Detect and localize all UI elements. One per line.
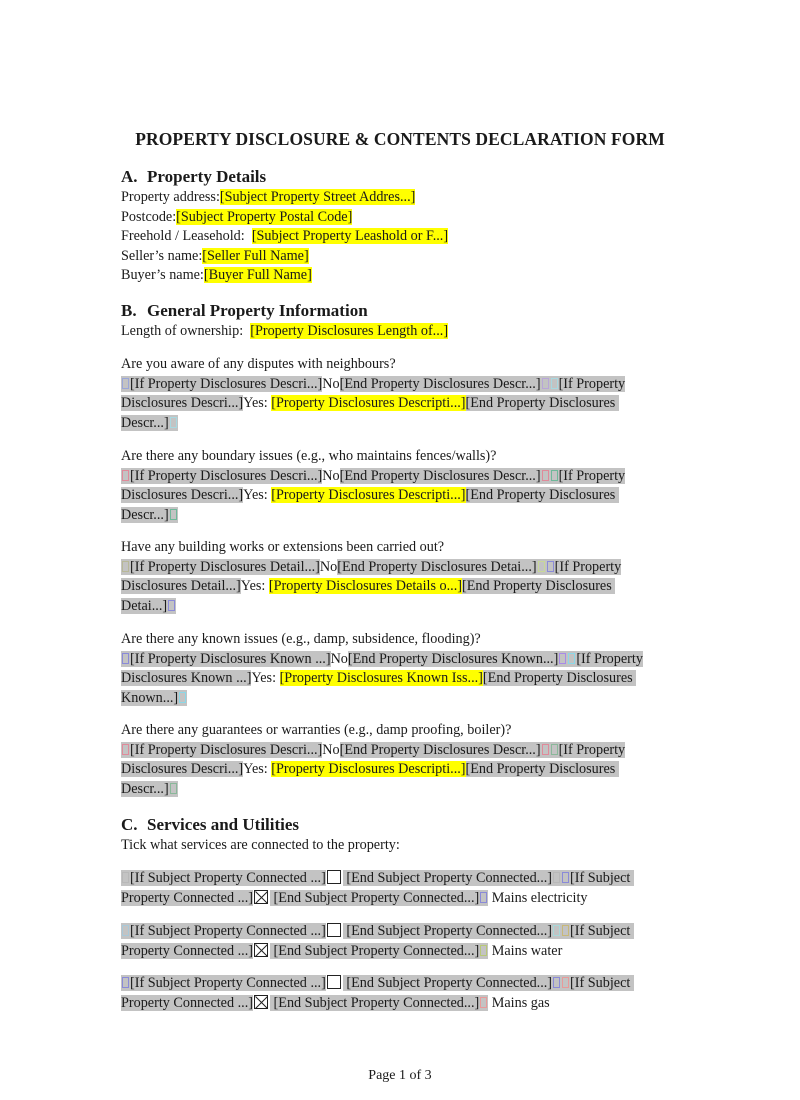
service-label: Mains electricity xyxy=(488,890,588,906)
page-number: Page 1 of 3 xyxy=(368,1068,432,1083)
service-line-2 xyxy=(121,942,562,962)
field-length-of-ownership xyxy=(121,322,448,342)
field-marker-icon xyxy=(542,744,549,755)
field-label: Freehold / Leasehold: xyxy=(121,228,249,244)
field-marker-icon xyxy=(179,692,186,703)
question-text: Are you aware of any disputes with neighbours? xyxy=(121,356,396,372)
document-title: PROPERTY DISCLOSURE & CONTENTS DECLARATION FORM xyxy=(135,129,665,149)
description-field[interactable]: [Property Disclosures Descripti...] xyxy=(271,395,466,412)
services-intro: Tick what services are connected to the property: xyxy=(121,837,400,853)
field-marker-icon xyxy=(553,977,560,988)
field-value[interactable]: [Seller Full Name] xyxy=(202,247,309,264)
field-marker-icon xyxy=(122,977,129,988)
checked-checkbox[interactable] xyxy=(254,943,268,957)
section-number: C. xyxy=(121,815,138,834)
field-marker-icon xyxy=(480,945,487,956)
section-a-heading xyxy=(121,167,266,187)
field-marker-icon xyxy=(122,470,129,481)
field-value[interactable]: [Subject Property Leashold or F...] xyxy=(251,228,449,244)
field-marker-icon xyxy=(562,925,569,936)
if-yes-tag: [If Property xyxy=(576,650,643,667)
field-marker-icon xyxy=(553,925,560,936)
field-value[interactable]: [Subject Property Postal Code] xyxy=(176,208,353,225)
service-line-1 xyxy=(121,974,634,994)
no-option[interactable]: No xyxy=(322,741,340,758)
end-tag: [End Subject Property Connected...] xyxy=(342,975,553,991)
end-tag: [End Subject Property Connected...] xyxy=(270,890,480,906)
end-yes-tag-cont: Descr...] xyxy=(121,780,169,797)
end-tag: [End Subject Property Connected...] xyxy=(270,943,480,959)
checked-checkbox[interactable] xyxy=(254,890,268,904)
field-seller-name xyxy=(121,247,309,267)
if-tag-cont: Property Connected ...] xyxy=(121,995,253,1011)
field-marker-icon xyxy=(170,509,177,520)
end-tag: [End Subject Property Connected...] xyxy=(270,995,480,1011)
field-marker-icon xyxy=(122,872,129,883)
end-tag: [End Subject Property Connected...] xyxy=(342,870,553,886)
end-yes-tag-cont: Descr...] xyxy=(121,414,169,431)
end-yes-tag-cont: Descr...] xyxy=(121,506,169,523)
conditional-line-1 xyxy=(121,558,621,578)
section-title: General Property Information xyxy=(147,301,368,320)
field-marker-icon xyxy=(542,470,549,481)
unchecked-checkbox[interactable] xyxy=(327,870,341,884)
field-property-address xyxy=(121,188,415,208)
if-tag: [If Subject Property Connected ...] xyxy=(130,975,326,991)
field-value[interactable]: [Property Disclosures Length of...] xyxy=(250,323,449,339)
if-tag: [If Subject xyxy=(570,975,631,991)
if-yes-tag: [If Property xyxy=(558,467,626,484)
if-yes-tag: [If Property xyxy=(558,741,626,758)
if-no-tag: [If Property Disclosures Detail...] xyxy=(130,558,320,575)
no-option[interactable]: No xyxy=(330,650,348,667)
no-option[interactable]: No xyxy=(319,558,338,575)
field-label: Length of ownership: xyxy=(121,323,247,339)
field-marker-icon xyxy=(122,378,129,389)
if-no-tag: [If Property Disclosures Descri...] xyxy=(130,375,323,392)
question-text: Are there any boundary issues (e.g., who maintains fences/walls)? xyxy=(121,448,497,464)
section-number: B. xyxy=(121,301,137,320)
unchecked-checkbox[interactable] xyxy=(327,923,341,937)
end-tag: [End Subject Property Connected...] xyxy=(342,923,553,939)
conditional-line-2 xyxy=(121,669,636,689)
description-field[interactable]: [Property Disclosures Details o...] xyxy=(268,578,462,595)
field-postcode xyxy=(121,208,352,228)
question-text: Are there any known issues (e.g., damp, subsidence, flooding)? xyxy=(121,631,481,647)
field-marker-icon xyxy=(122,744,129,755)
section-b-heading xyxy=(121,301,368,321)
field-marker-icon xyxy=(559,653,566,664)
if-tag: [If Subject Property Connected ...] xyxy=(130,923,326,939)
if-yes-tag-cont: Disclosures Detail...] xyxy=(121,578,241,595)
field-marker-icon xyxy=(168,600,175,611)
conditional-line-1 xyxy=(121,741,625,761)
service-line-1 xyxy=(121,869,634,889)
if-yes-tag-cont: Disclosures Known ...] xyxy=(121,670,252,687)
conditional-line-1 xyxy=(121,467,625,487)
if-tag-cont: Property Connected ...] xyxy=(121,890,253,906)
field-marker-icon xyxy=(122,653,129,664)
field-label: Buyer’s name: xyxy=(121,267,204,283)
service-label: Mains gas xyxy=(488,995,550,1011)
field-marker-icon xyxy=(547,561,554,572)
if-tag: [If Subject xyxy=(570,923,631,939)
question-text: Are there any guarantees or warranties (e.g., damp proofing, boiler)? xyxy=(121,722,512,738)
if-no-tag: [If Property Disclosures Descri...] xyxy=(130,741,323,758)
field-marker-icon xyxy=(170,783,177,794)
field-label: Postcode: xyxy=(121,208,177,225)
field-marker-icon xyxy=(542,378,549,389)
field-marker-icon xyxy=(480,997,487,1008)
checked-checkbox[interactable] xyxy=(254,995,268,1009)
if-yes-tag: [If Property xyxy=(558,375,626,392)
end-no-tag: [End Property Disclosures Descr...] xyxy=(339,467,541,484)
service-label: Mains water xyxy=(488,943,563,959)
section-title: Property Details xyxy=(147,167,267,186)
conditional-line-3 xyxy=(121,597,176,617)
end-yes-tag-cont: Known...] xyxy=(121,689,179,706)
if-yes-tag-cont: Disclosures Descri...] xyxy=(121,395,244,412)
unchecked-checkbox[interactable] xyxy=(327,975,341,989)
question-text: Have any building works or extensions been carried out? xyxy=(121,539,445,555)
yes-option[interactable]: Yes: xyxy=(243,487,272,504)
field-label: Property address: xyxy=(121,189,220,205)
field-marker-icon xyxy=(551,378,558,389)
end-yes-tag: [End Property Disclosures xyxy=(482,670,633,687)
yes-option[interactable]: Yes: xyxy=(243,395,272,412)
end-yes-tag: [End Property Disclosures xyxy=(465,487,616,504)
conditional-line-3 xyxy=(121,780,178,800)
field-label: Seller’s name: xyxy=(121,247,203,264)
conditional-line-2 xyxy=(121,486,619,506)
service-line-1 xyxy=(121,922,634,942)
section-c-heading xyxy=(121,815,299,835)
end-no-tag: [End Property Disclosures Detai...] xyxy=(337,558,537,575)
service-line-2 xyxy=(121,889,588,909)
end-no-tag: [End Property Disclosures Descr...] xyxy=(339,741,541,758)
yes-option[interactable]: Yes: xyxy=(243,761,272,778)
conditional-line-3 xyxy=(121,414,178,434)
no-option[interactable]: No xyxy=(322,467,340,484)
field-marker-icon xyxy=(122,561,129,572)
field-tenure xyxy=(121,227,448,247)
service-line-2 xyxy=(121,994,550,1014)
description-field[interactable]: [Property Disclosures Known Iss...] xyxy=(279,670,483,687)
field-value[interactable]: [Subject Property Street Addres...] xyxy=(219,189,416,205)
field-value[interactable]: [Buyer Full Name] xyxy=(203,267,312,283)
conditional-line-2 xyxy=(121,577,615,597)
field-buyer-name xyxy=(121,266,312,286)
end-yes-tag: [End Property Disclosures xyxy=(465,761,616,778)
if-tag: [If Subject Property Connected ...] xyxy=(130,870,326,886)
yes-option[interactable]: Yes: xyxy=(240,578,269,595)
field-marker-icon xyxy=(568,653,575,664)
if-no-tag: [If Property Disclosures Known ...] xyxy=(130,650,331,667)
field-marker-icon xyxy=(538,561,545,572)
field-marker-icon xyxy=(480,892,487,903)
yes-option[interactable]: Yes: xyxy=(251,670,280,687)
if-no-tag: [If Property Disclosures Descri...] xyxy=(130,467,323,484)
description-field[interactable]: [Property Disclosures Descripti...] xyxy=(271,487,466,504)
conditional-line-2 xyxy=(121,760,619,780)
conditional-line-3 xyxy=(121,689,187,709)
field-marker-icon xyxy=(562,977,569,988)
description-field[interactable]: [Property Disclosures Descripti...] xyxy=(271,761,466,778)
section-number: A. xyxy=(121,167,138,186)
if-tag: [If Subject xyxy=(570,870,631,886)
if-tag-cont: Property Connected ...] xyxy=(121,943,253,959)
conditional-line-1 xyxy=(121,650,643,670)
if-yes-tag: [If Property xyxy=(554,558,622,575)
field-marker-icon xyxy=(170,417,177,428)
no-option[interactable]: No xyxy=(322,375,340,392)
conditional-line-3 xyxy=(121,506,178,526)
section-title: Services and Utilities xyxy=(147,815,300,834)
field-marker-icon xyxy=(122,925,129,936)
conditional-line-2 xyxy=(121,394,619,414)
if-yes-tag-cont: Disclosures Descri...] xyxy=(121,487,244,504)
end-yes-tag: [End Property Disclosures xyxy=(462,578,612,595)
field-marker-icon xyxy=(553,872,560,883)
end-no-tag: [End Property Disclosures Descr...] xyxy=(339,375,541,392)
conditional-line-1 xyxy=(121,375,625,395)
end-no-tag: [End Property Disclosures Known...] xyxy=(347,650,559,667)
field-marker-icon xyxy=(551,470,558,481)
end-yes-tag-cont: Detai...] xyxy=(121,597,168,614)
if-yes-tag-cont: Disclosures Descri...] xyxy=(121,761,244,778)
end-yes-tag: [End Property Disclosures xyxy=(465,395,616,412)
field-marker-icon xyxy=(551,744,558,755)
field-marker-icon xyxy=(562,872,569,883)
